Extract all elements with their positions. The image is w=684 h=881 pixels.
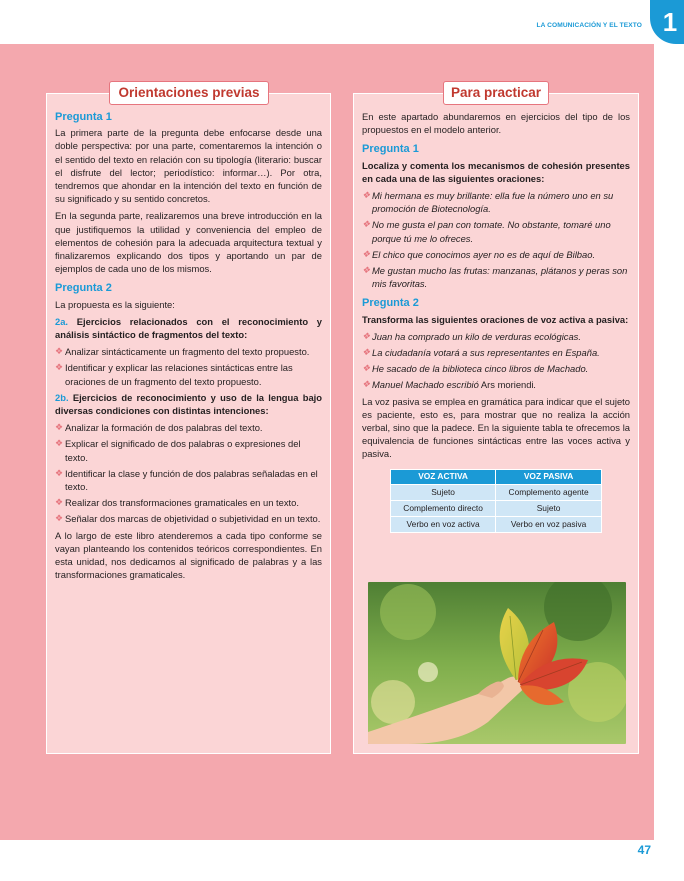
paragraph: La voz pasiva se emplea en gramática para indicar que el sujeto es paciente, esto es, para mostrar que no realiza la acción verbal, sino que la padece. En la siguiente tabla te ofrecemos la equivalencia de funciones sintácticas entre las voces activa y pasiva. [362, 395, 630, 460]
paragraph: A lo largo de este libro atenderemos a cada tipo conforme se vayan planteando los contenidos teóricos correspondientes. En esta unidad, nos dedicamos al significado de palabras y a las transformaciones gramaticales. [55, 529, 322, 581]
section-title: LA COMUNICACIÓN Y EL TEXTO [536, 22, 642, 29]
diamond-bullet-icon: ❖ [362, 379, 371, 390]
list-item: ❖ Manuel Machado escribió Ars moriendi. [362, 379, 537, 391]
orientaciones-previas-panel [46, 85, 331, 754]
table-row [391, 500, 602, 516]
list-item: ❖ Realizar dos transformaciones gramaticales en un texto. [55, 497, 299, 509]
bullet-list-2b [55, 421, 322, 525]
page-number: 47 [637, 843, 651, 857]
list-item: ❖ He sacado de la biblioteca cinco libros de Machado. [362, 363, 589, 375]
orientaciones-content [55, 111, 322, 586]
diamond-bullet-icon: ❖ [362, 330, 371, 341]
diamond-bullet-icon: ❖ [55, 362, 64, 373]
diamond-bullet-icon: ❖ [55, 513, 64, 524]
subsection-number: 2a. [55, 315, 69, 327]
table-cell: Verbo en voz activa [391, 516, 496, 532]
table-cell: Sujeto [391, 484, 496, 500]
panel-title-practicar: Para practicar [443, 81, 549, 105]
list-item: ❖ Juan ha comprado un kilo de verduras ecológicas. [362, 330, 581, 342]
table-header: VOZ ACTIVA [391, 469, 496, 484]
diamond-bullet-icon: ❖ [362, 248, 371, 259]
exercise-prompt: Transforma las siguientes oraciones de voz activa a pasiva: [362, 313, 629, 325]
voice-equivalence-table [390, 469, 602, 533]
table-cell: Sujeto [496, 500, 602, 516]
table-row [391, 484, 602, 500]
pregunta-1-heading: Pregunta 1 [362, 143, 419, 156]
diamond-bullet-icon: ❖ [55, 346, 64, 357]
list-item: ❖ Analizar sintácticamente un fragmento del texto propuesto. [55, 346, 310, 358]
subsection-number: 2b. [55, 391, 69, 403]
paragraph: En este apartado abundaremos en ejercicios del tipo de los propuestos en el modelo anterior. [362, 111, 630, 136]
list-item: ❖ Explicar el significado de dos palabras o expresiones del texto. [55, 438, 301, 463]
practicar-content [362, 110, 630, 533]
list-item: ❖ Señalar dos marcas de objetividad o subjetividad en un texto. [55, 513, 321, 525]
list-item: ❖ Identificar y explicar las relaciones sintácticas entre las oraciones de un fragmento del texto propuesto. [55, 362, 293, 387]
diamond-bullet-icon: ❖ [362, 265, 371, 276]
diamond-bullet-icon: ❖ [55, 467, 64, 478]
leaves-illustration [368, 582, 626, 744]
diamond-bullet-icon: ❖ [55, 422, 64, 433]
panel-title-orientaciones: Orientaciones previas [109, 81, 269, 105]
pregunta-2-heading: Pregunta 2 [362, 297, 419, 310]
bullet-list-pasiva [362, 330, 630, 392]
list-item: ❖ La ciudadanía votará a sus representantes en España. [362, 347, 600, 359]
paragraph: En la segunda parte, realizaremos una breve introducción en la que justifiquemos la utilidad y conveniencia del empleo de elementos de cohesión para la adecuada arquitectura textual y finalizaremos explicando dos tipos y aportando un par de ejemplos de cada uno de los mismos. [55, 210, 322, 275]
paragraph: La primera parte de la pregunta debe enfocarse desde una doble perspectiva: por una parte, comentaremos la intención o el sentido del texto en relación con su tipología (literario: buscar el disfrute del lector; periodístico: informar…). Por otra, tendremos que ahondar en la intención del texto en función de su significado y su sentido concretos. [55, 127, 322, 205]
page-header [0, 0, 684, 44]
subsection-text: Ejercicios de reconocimiento y uso de la lengua bajo diversas condiciones con distintas intenciones: [55, 391, 322, 417]
pregunta-1-heading: Pregunta 1 [55, 111, 112, 123]
list-item: ❖ Me gustan mucho las frutas: manzanas, plátanos y peras son mis favoritas. [362, 265, 628, 290]
table-cell: Complemento directo [391, 500, 496, 516]
diamond-bullet-icon: ❖ [362, 347, 371, 358]
list-item: ❖ Mi hermana es muy brillante: ella fue la número uno en su promoción de Biotecnología. [362, 190, 614, 215]
table-row [391, 516, 602, 532]
list-item: ❖ Identificar la clase y función de dos palabras señaladas en el texto. [55, 467, 318, 493]
subsection-2b [55, 391, 322, 417]
bullet-list-cohesion [362, 189, 630, 290]
diamond-bullet-icon: ❖ [362, 219, 371, 230]
table-cell: Verbo en voz pasiva [496, 516, 602, 532]
chapter-number-tab: 1 [650, 0, 684, 44]
subsection-2a [55, 315, 322, 341]
hand-holding-leaves-photo [368, 582, 626, 744]
table-header: VOZ PASIVA [496, 469, 602, 484]
table-cell: Complemento agente [496, 484, 602, 500]
diamond-bullet-icon: ❖ [55, 438, 64, 449]
subsection-text: Ejercicios relacionados con el reconocimiento y análisis sintáctico de fragmentos del texto: [55, 315, 322, 341]
bullet-list-2a [55, 345, 322, 388]
diamond-bullet-icon: ❖ [362, 363, 371, 374]
list-item: ❖ El chico que conocimos ayer no es de aquí de Bilbao. [362, 248, 596, 260]
list-item: ❖ No me gusta el pan con tomate. No obstante, tomaré uno porque tú me lo ofreces. [362, 219, 611, 244]
diamond-bullet-icon: ❖ [362, 190, 371, 201]
list-item: ❖ Analizar la formación de dos palabras del texto. [55, 422, 263, 434]
pregunta-2-heading: Pregunta 2 [55, 282, 112, 295]
exercise-prompt: Localiza y comenta los mecanismos de cohesión presentes en cada una de las siguientes oraciones: [362, 159, 630, 184]
paragraph: La propuesta es la siguiente: [55, 298, 175, 310]
diamond-bullet-icon: ❖ [55, 497, 64, 508]
para-practicar-panel [353, 85, 639, 754]
